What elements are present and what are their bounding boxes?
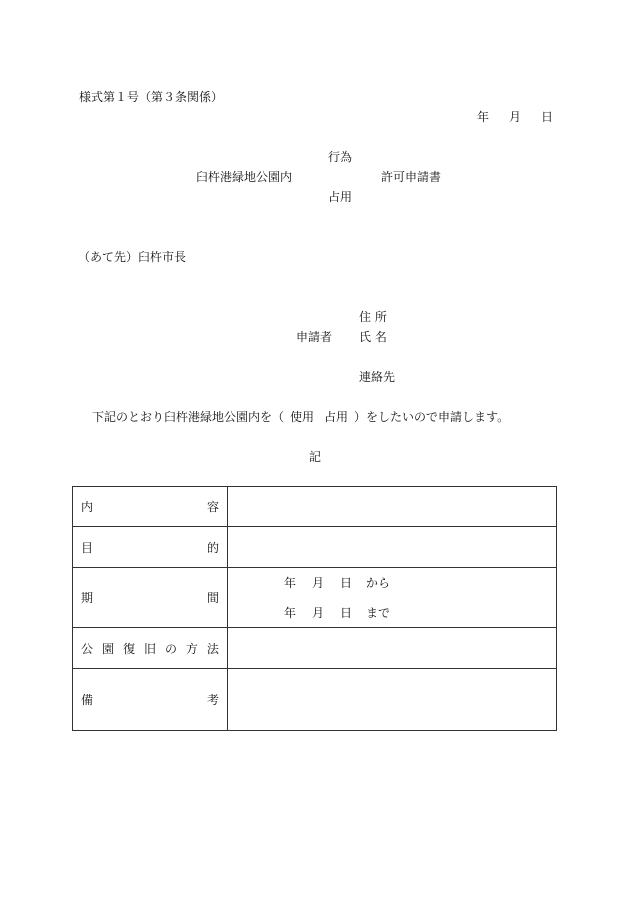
- title-prefix: 臼杵港緑地公園内: [196, 170, 293, 184]
- date-day-label: 日: [541, 110, 554, 124]
- remarks-label: 備 考: [73, 669, 228, 731]
- period-field[interactable]: [228, 568, 557, 628]
- period-from: 年 月 日 から: [284, 575, 391, 590]
- addressee: （あて先）臼杵市長: [78, 250, 187, 264]
- period-label: 期 間: [73, 568, 228, 628]
- restore-method-field[interactable]: [228, 628, 557, 669]
- title-option-top: 行為: [328, 150, 353, 164]
- statement: [92, 411, 509, 423]
- table-row-purpose: [73, 527, 557, 568]
- table-row-restore: [73, 628, 557, 669]
- period-to: 年 月 日 まで: [284, 605, 391, 620]
- note-mark: 記: [309, 450, 322, 464]
- statement-before: 下記のとおり臼杵港緑地公園内を（: [92, 410, 285, 424]
- table-row-remarks: [73, 669, 557, 731]
- date-line: [477, 111, 553, 123]
- title-option-bottom: 占用: [328, 190, 353, 204]
- purpose-field[interactable]: [228, 527, 557, 568]
- restore-method-label: 公 園 復 旧 の 方 法: [73, 628, 228, 669]
- applicant-name-label: 氏 名: [359, 330, 387, 344]
- applicant-contact-label: 連絡先: [359, 370, 396, 384]
- table-row-period: [73, 568, 557, 628]
- content-label: 内 容: [73, 487, 228, 527]
- title-suffix: 許可申請書: [381, 170, 442, 184]
- date-month-label: 月: [509, 110, 522, 124]
- table-row-content: [73, 487, 557, 527]
- remarks-field[interactable]: [228, 669, 557, 731]
- statement-after: ）をしたいので申請します。: [354, 410, 510, 424]
- application-table: [72, 486, 557, 731]
- statement-option-use: 使用: [290, 410, 315, 424]
- statement-option-occupy: 占用: [324, 410, 349, 424]
- form-number: 様式第１号（第３条関係）: [79, 90, 224, 104]
- applicant-address-label: 住 所: [359, 310, 387, 324]
- date-year-label: 年: [477, 110, 490, 124]
- applicant-role: 申請者: [296, 330, 333, 344]
- purpose-label: 目 的: [73, 527, 228, 568]
- content-field[interactable]: [228, 487, 557, 527]
